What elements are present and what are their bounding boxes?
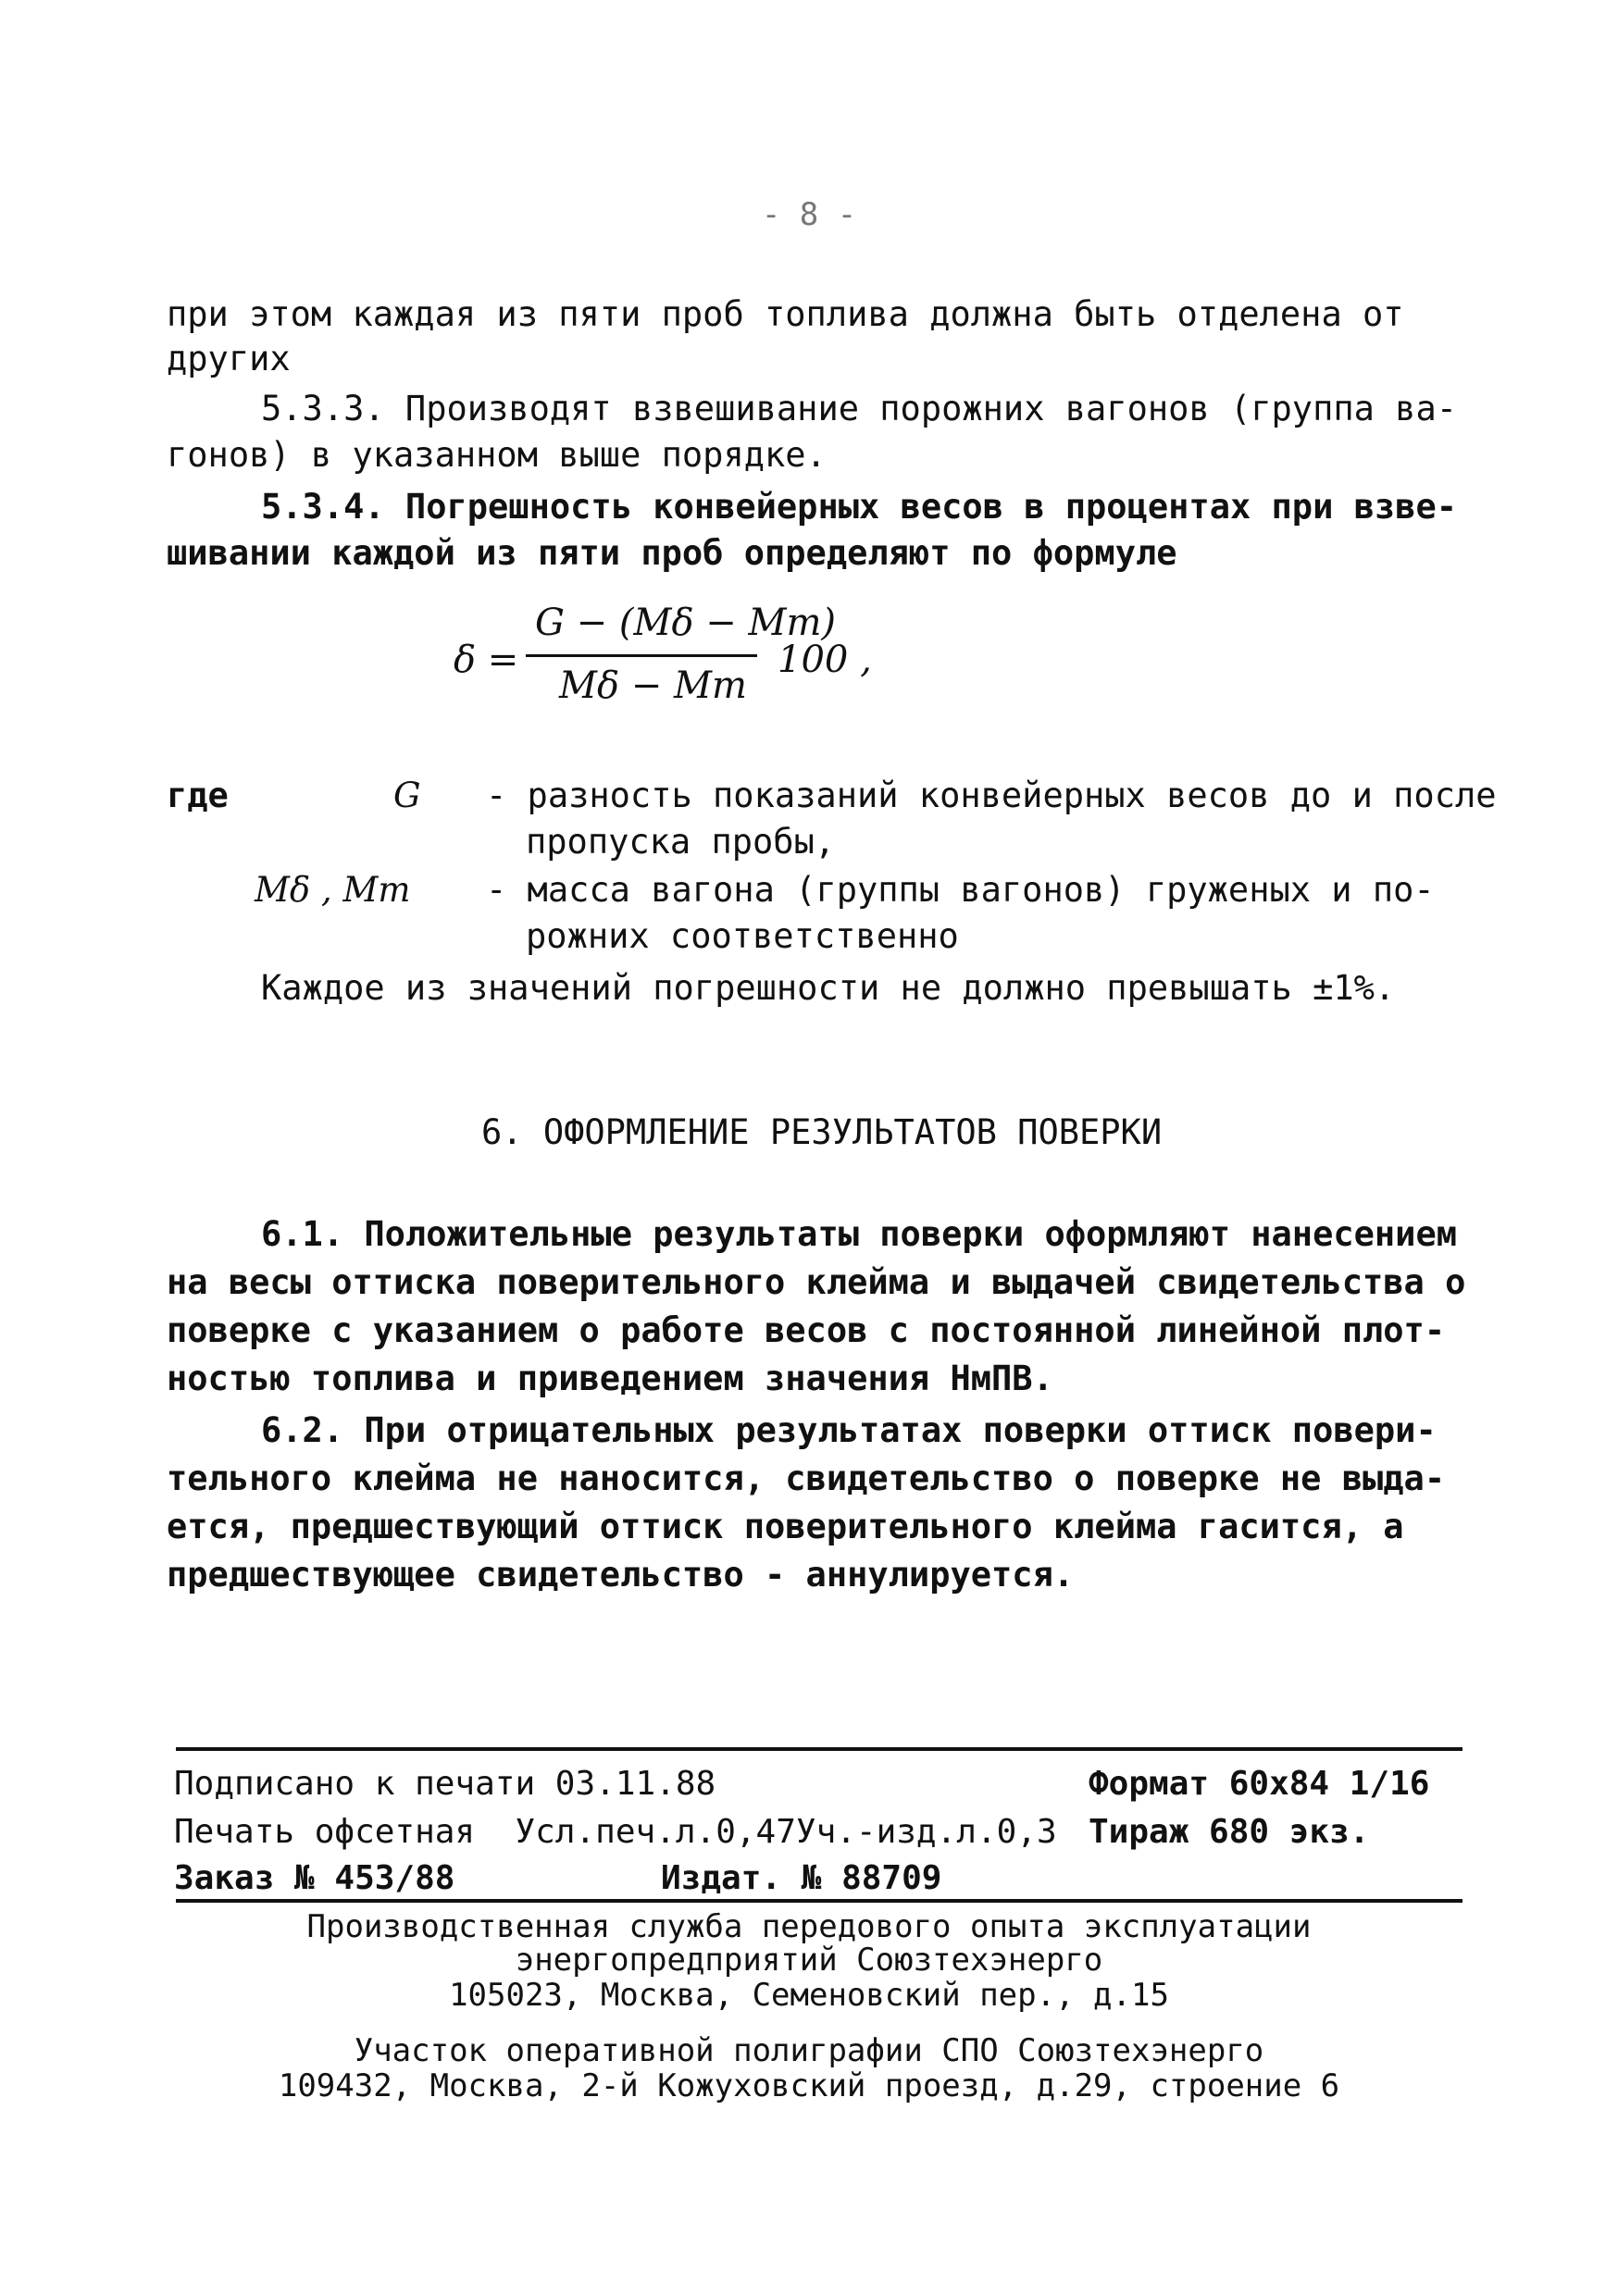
item-534-line-2: шивании каждой из пяти проб определяют по формуле [167,533,1177,573]
imprint-run: Тираж 680 экз. [1089,1813,1370,1851]
imprint-order: Заказ № 453/88 [174,1859,455,1897]
desc-m-line-1: - масса вагона (группы вагонов) груженых и по- [486,870,1435,910]
item-62-line-1: 6.2. При отрицательных результатах поверки оттиск повери- [261,1410,1437,1450]
intro-line-2: других [167,339,291,379]
tolerance-line: Каждое из значений погрешности не должно превышать ±1%. [261,968,1396,1008]
fraction-bar [526,654,757,657]
imprint-top-rule [176,1747,1462,1751]
imprint-middle-rule [176,1899,1462,1903]
item-61-line-3: поверке с указанием о работе весов с постоянной линейной плот- [167,1310,1446,1350]
item-61-line-2: на весы оттиска поверительного клейма и выдачей свидетельства о [167,1262,1466,1302]
desc-m-line-2: рожних соответственно [526,916,959,956]
imprint-org-line-1: Производственная служба передового опыта эксплуатации [306,1908,1312,1945]
imprint-print: Печать офсетная Усл.печ.л.0,47Уч.-изд.л.0,3 [174,1813,1057,1851]
item-534-line-1: 5.3.4. Погрешность конвейерных весов в процентах при взве- [261,487,1458,527]
item-533-line-2: гонов) в указанном выше порядке. [167,435,827,475]
desc-g-line-1: - разность показаний конвейерных весов до и после [486,776,1497,815]
item-62-line-4: предшествующее свидетельство - аннулируется. [167,1555,1075,1595]
imprint-format: Формат 60х84 1/16 [1089,1765,1430,1803]
desc-g-line-2: пропуска пробы, [526,822,836,862]
intro-line-1: при этом каждая из пяти проб топлива должна быть отделена от [167,294,1404,334]
imprint-signed: Подписано к печати 03.11.88 [174,1765,716,1803]
symbol-g: G [393,776,421,815]
symbol-m: Mδ , Mт [255,870,411,910]
imprint-org-line-3: 105023, Москва, Семеновский пер., д.15 [449,1977,1169,2014]
imprint-printer-line-1: Участок оперативной полиграфии СПО Союзтехэнерго [354,2032,1264,2069]
item-61-line-1: 6.1. Положительные результаты поверки оформляют нанесением [261,1214,1458,1254]
imprint-org-line-2: энергопредприятий Союзтехэнерго [515,1942,1103,1979]
formula-numerator: G − (Mδ − Mт) [535,602,836,644]
where-word: где [167,776,229,815]
item-62-line-2: тельного клейма не наносится, свидетельство о поверке не выда- [167,1458,1446,1498]
imprint-publ: Издат. № 88709 [661,1859,942,1897]
imprint-printer-line-2: 109432, Москва, 2-й Кожуховский проезд, д.29, строение 6 [278,2067,1340,2104]
item-61-line-4: ностью топлива и приведением значения НмПВ. [167,1359,1053,1398]
page-number: - 8 - [761,196,857,233]
formula-denominator: Mδ − Mт [559,664,747,707]
formula-multiplier: 100 , [778,639,872,681]
section-6-heading: 6. ОФОРМЛЕНИЕ РЕЗУЛЬТАТОВ ПОВЕРКИ [481,1112,1163,1152]
item-62-line-3: ется, предшествующий оттиск поверительного клейма гасится, а [167,1507,1404,1546]
item-533-line-1: 5.3.3. Производят взвешивание порожних вагонов (группа ва- [261,389,1458,428]
formula-lhs: δ = [454,639,519,681]
